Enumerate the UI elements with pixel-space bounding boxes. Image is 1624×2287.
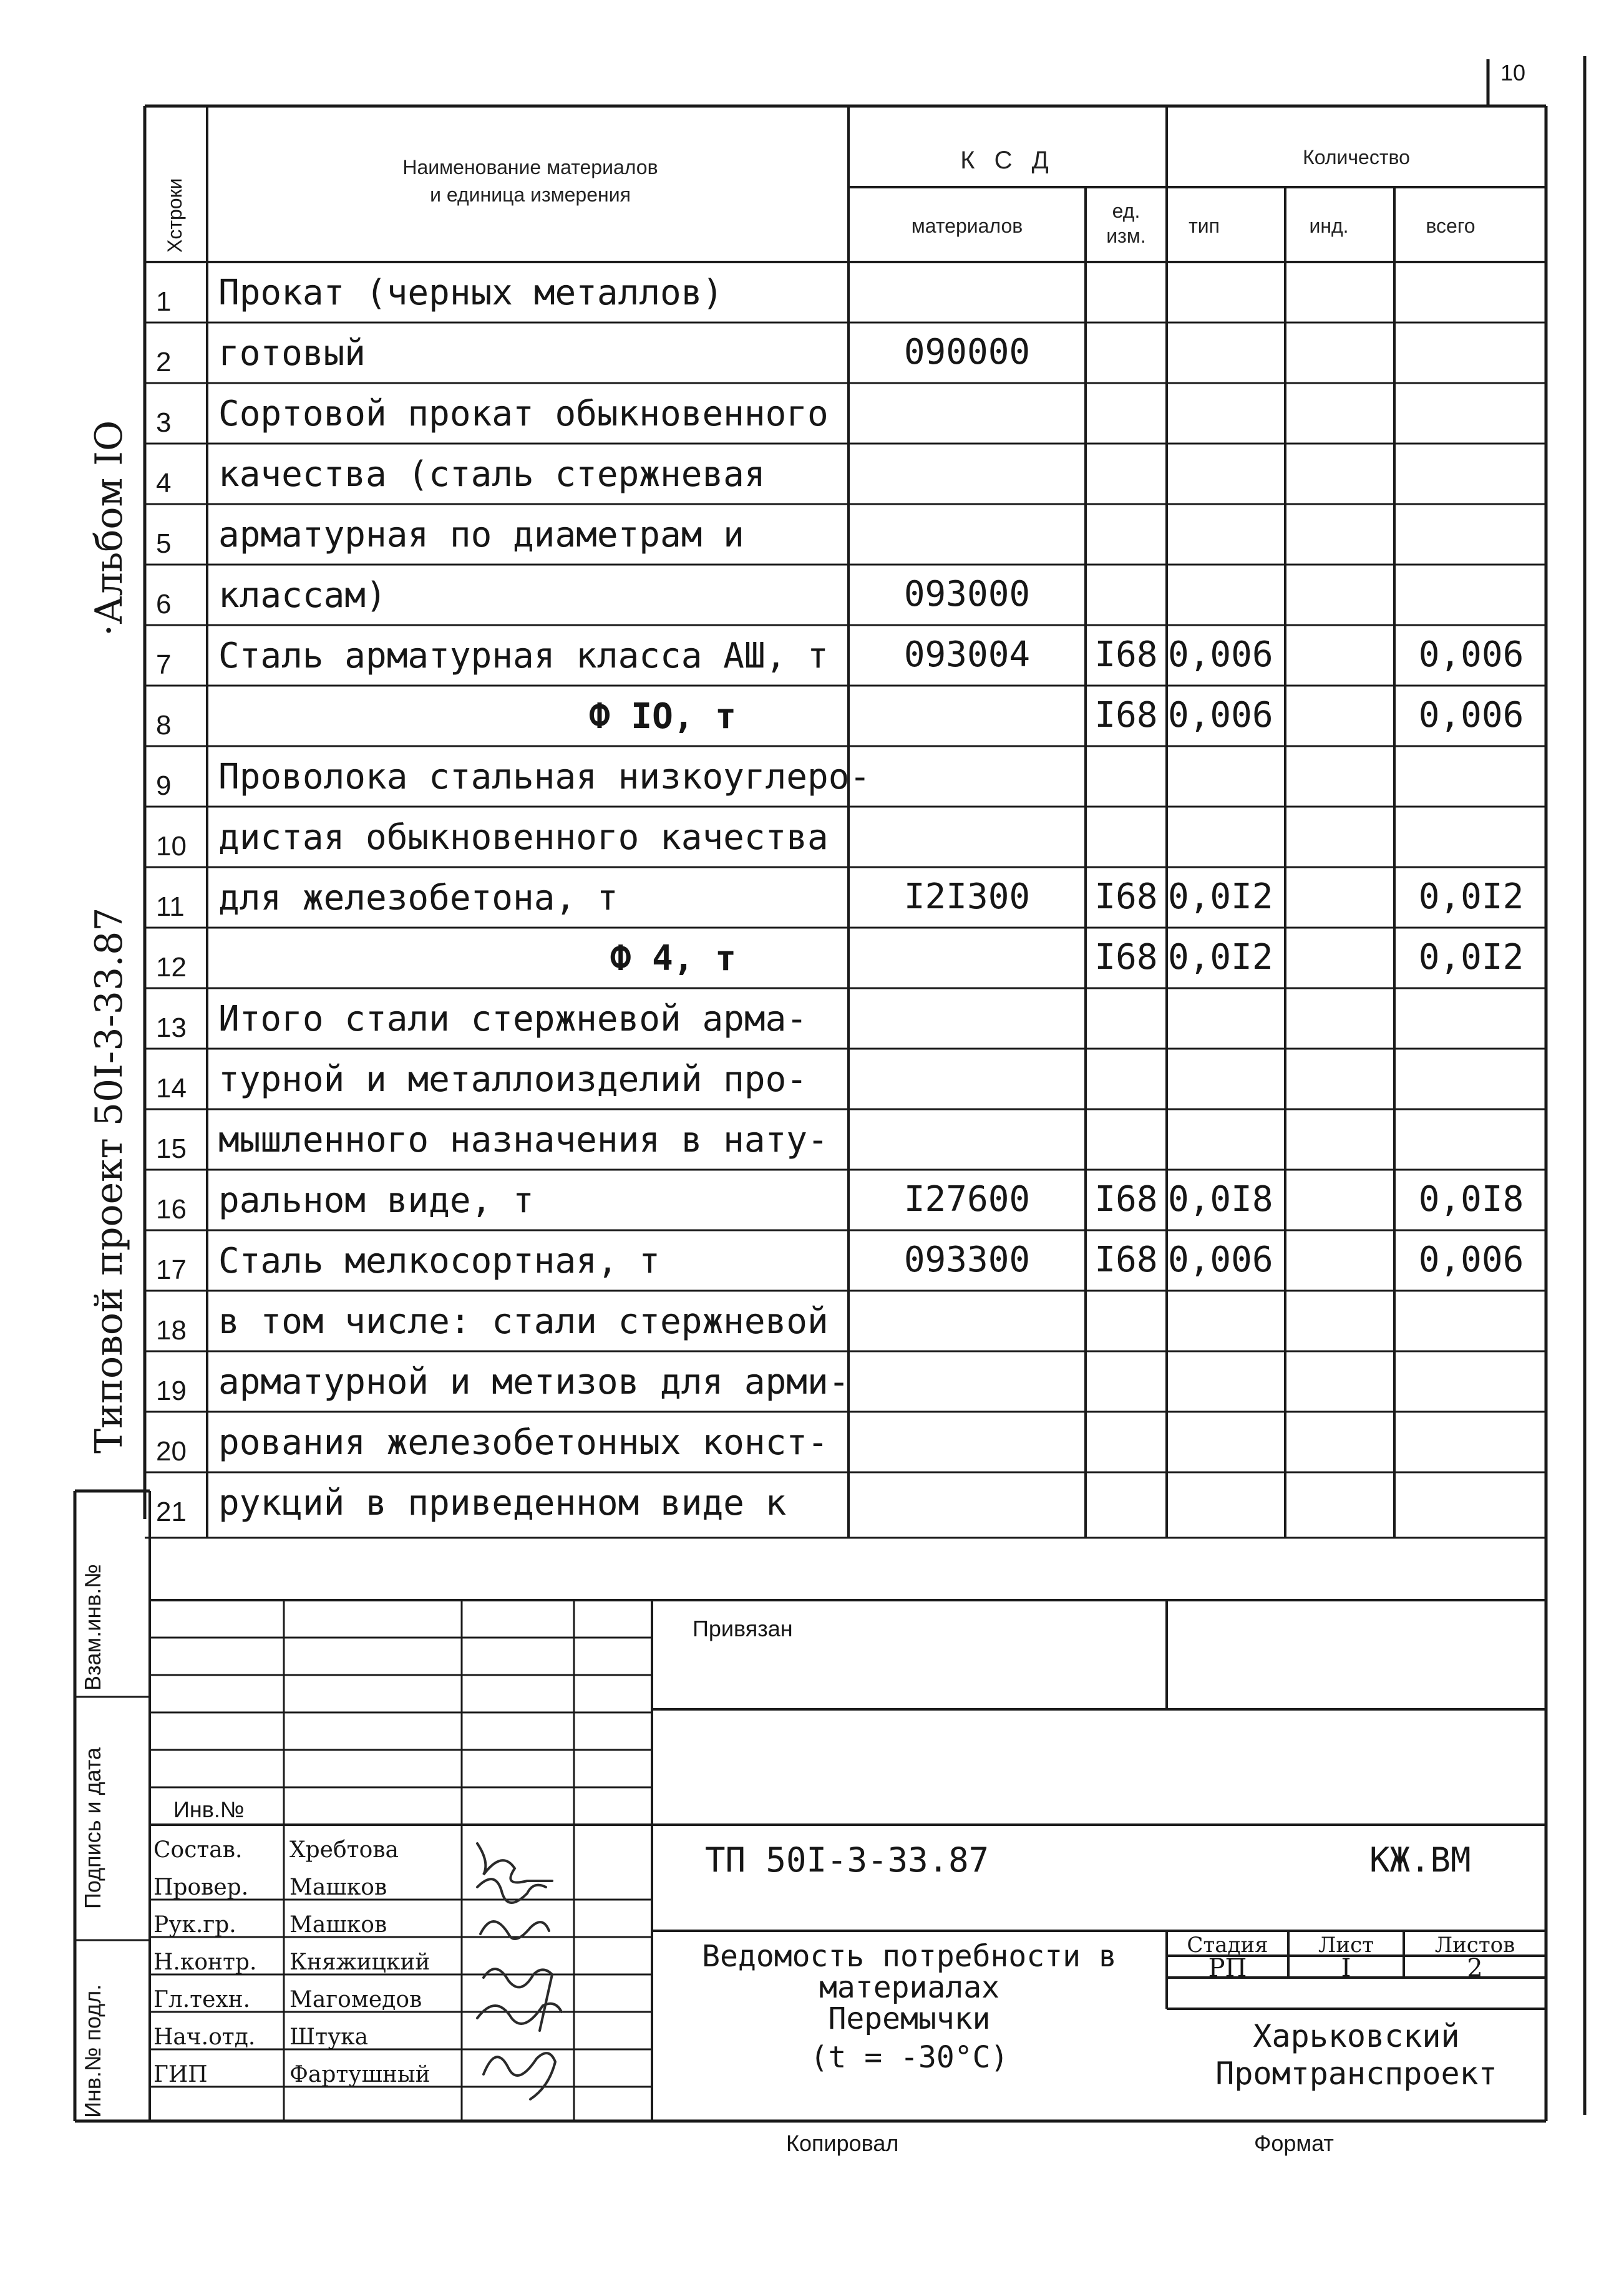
title-line2: материалах xyxy=(819,1970,999,2005)
row-number: 6 xyxy=(156,589,172,619)
row-number: 10 xyxy=(156,831,187,862)
row-number: 19 xyxy=(156,1376,187,1406)
row-qty-total: 0,0I2 xyxy=(1418,937,1524,978)
row-number: 12 xyxy=(156,952,187,983)
row-code: I27600 xyxy=(903,1179,1031,1220)
row-name: арматурной и метизов для арми- xyxy=(218,1362,850,1402)
row-number: 20 xyxy=(156,1436,187,1467)
row-qty-tip: 0,0I2 xyxy=(1168,937,1273,978)
row-number: 14 xyxy=(156,1073,187,1104)
sheet-value: I xyxy=(1341,1954,1351,1983)
row-name: Проволока стальная низкоуглеро- xyxy=(218,757,871,797)
stage-label: Стадия xyxy=(1187,1933,1268,1958)
doc-code: ТП 50I-3-33.87 xyxy=(705,1840,989,1880)
project-caption: Типовой проект 50I-3-33.87 xyxy=(87,907,131,1454)
row-number: 15 xyxy=(156,1134,187,1164)
ind-header: инд. xyxy=(1309,215,1349,237)
row-name: ральном виде, т xyxy=(218,1180,534,1221)
stamp-role: Провер. xyxy=(153,1875,249,1900)
stamp-person: Штука xyxy=(289,2024,369,2050)
row-name: для железобетона, т xyxy=(218,878,618,918)
row-number: 5 xyxy=(156,528,172,559)
row-name: Сталь арматурная класса АШ, т xyxy=(218,636,829,676)
stamp-role: Гл.техн. xyxy=(153,1987,251,2013)
row-name: Сталь мелкосортная, т xyxy=(218,1241,661,1281)
unit-header-line1: ед. xyxy=(1112,200,1140,222)
signatures-handwritten xyxy=(465,1831,577,2118)
row-qty-tip: 0,0I8 xyxy=(1168,1179,1273,1220)
row-code: 093004 xyxy=(903,634,1031,675)
stamp-person: Княжицкий xyxy=(289,1950,430,1975)
podpis-data-caption: Подпись и дата xyxy=(80,1747,105,1909)
tip-header: тип xyxy=(1189,215,1220,237)
total-header: всего xyxy=(1426,215,1476,237)
row-number: 9 xyxy=(156,770,172,801)
stamp-person: Машков xyxy=(289,1875,387,1900)
format-label: Формат xyxy=(1254,2130,1334,2156)
row-number: 2 xyxy=(156,347,172,377)
name-header-line1: Наименование материалов xyxy=(402,156,658,178)
row-name: качества (сталь стержневая xyxy=(218,454,766,495)
org-line1: Харьковский xyxy=(1253,2018,1460,2054)
row-name: дистая обыкновенного качества xyxy=(218,817,829,858)
stamp-person: Магомедов xyxy=(289,1987,422,2013)
name-header-line2: и единица измерения xyxy=(430,183,631,206)
stamp-role: Состав. xyxy=(153,1837,243,1863)
inv-podl-caption: Инв.№ подл. xyxy=(80,1984,105,2118)
row-name: мышленного назначения в нату- xyxy=(218,1120,829,1160)
row-unit: I68 xyxy=(1094,876,1158,917)
row-name: готовый xyxy=(218,333,366,374)
row-qty-tip: 0,006 xyxy=(1168,634,1273,675)
row-number: 18 xyxy=(156,1315,187,1346)
row-unit: I68 xyxy=(1094,1179,1158,1220)
row-code: I2I300 xyxy=(903,876,1031,917)
row-code: 093300 xyxy=(903,1240,1031,1280)
row-number: 11 xyxy=(156,891,185,922)
title-line4: (t = -30°C) xyxy=(810,2040,1009,2075)
copied-label: Копировал xyxy=(786,2130,899,2156)
stamp-role: Н.контр. xyxy=(153,1950,257,1975)
privyazan-label: Привязан xyxy=(693,1616,793,1641)
row-qty-total: 0,0I2 xyxy=(1418,876,1524,917)
row-number: 7 xyxy=(156,649,172,680)
row-qty-total: 0,006 xyxy=(1418,695,1524,736)
row-unit: I68 xyxy=(1094,634,1158,675)
row-number: 3 xyxy=(156,407,172,438)
row-unit: I68 xyxy=(1094,1240,1158,1280)
stamp-role: Рук.гр. xyxy=(153,1912,236,1938)
page-corner-mark: 10 xyxy=(1500,60,1526,85)
row-code: 093000 xyxy=(903,574,1031,614)
row-qty-total: 0,006 xyxy=(1418,634,1524,675)
stamp-person: Фартушный xyxy=(289,2062,430,2087)
row-number: 4 xyxy=(156,468,172,498)
ksd-header: К С Д xyxy=(960,147,1055,174)
quantity-header: Количество xyxy=(1303,146,1410,168)
row-name: турной и металлоизделий про- xyxy=(218,1059,808,1100)
row-qty-tip: 0,0I2 xyxy=(1168,876,1273,917)
sheets-value: 2 xyxy=(1467,1954,1483,1983)
row-name: Ф IO, т xyxy=(588,696,736,737)
doc-mark: КЖ.ВМ xyxy=(1369,1840,1471,1880)
row-number: 21 xyxy=(156,1497,187,1527)
row-name: Сортовой прокат обыкновенного xyxy=(218,394,829,434)
row-number-header: Хстроки xyxy=(163,178,186,253)
materials-header: материалов xyxy=(911,215,1023,237)
unit-header-line2: изм. xyxy=(1106,225,1146,247)
row-number: 13 xyxy=(156,1012,187,1043)
row-name: Прокат (черных металлов) xyxy=(218,273,724,313)
row-name: рования железобетонных конст- xyxy=(218,1422,829,1463)
row-unit: I68 xyxy=(1094,937,1158,978)
stamp-person: Хребтова xyxy=(289,1837,399,1863)
sheets-label: Листов xyxy=(1434,1933,1515,1958)
stage-value: РП xyxy=(1208,1954,1247,1983)
row-code: 090000 xyxy=(903,332,1031,372)
title-line1: Ведомость потребности в xyxy=(702,1939,1117,1974)
row-name: арматурная по диаметрам и xyxy=(218,515,744,555)
row-number: 16 xyxy=(156,1194,187,1225)
row-qty-tip: 0,006 xyxy=(1168,695,1273,736)
stamp-person: Машков xyxy=(289,1912,387,1938)
org-line2: Промтранспроект xyxy=(1215,2056,1497,2092)
album-caption: ·Альбом IO xyxy=(87,420,131,636)
sheet-label: Лист xyxy=(1318,1933,1374,1958)
row-name: в том числе: стали стержневой xyxy=(218,1301,829,1342)
row-number: 8 xyxy=(156,710,172,740)
row-name: Ф 4, т xyxy=(610,938,736,979)
row-name: рукций в приведенном виде к xyxy=(218,1483,787,1523)
row-qty-total: 0,0I8 xyxy=(1418,1179,1524,1220)
row-name: Итого стали стержневой арма- xyxy=(218,999,808,1039)
stamp-role: ГИП xyxy=(153,2062,208,2087)
row-name: классам) xyxy=(218,575,387,616)
row-number: 1 xyxy=(156,286,172,317)
row-number: 17 xyxy=(156,1255,187,1285)
row-unit: I68 xyxy=(1094,695,1158,736)
title-line3: Перемычки xyxy=(828,2001,991,2036)
row-qty-total: 0,006 xyxy=(1418,1240,1524,1280)
vzam-inv-caption: Взам.инв.№ xyxy=(80,1563,105,1691)
stamp-role: Нач.отд. xyxy=(153,2024,256,2050)
row-qty-tip: 0,006 xyxy=(1168,1240,1273,1280)
inv-no-label: Инв.№ xyxy=(173,1797,245,1822)
